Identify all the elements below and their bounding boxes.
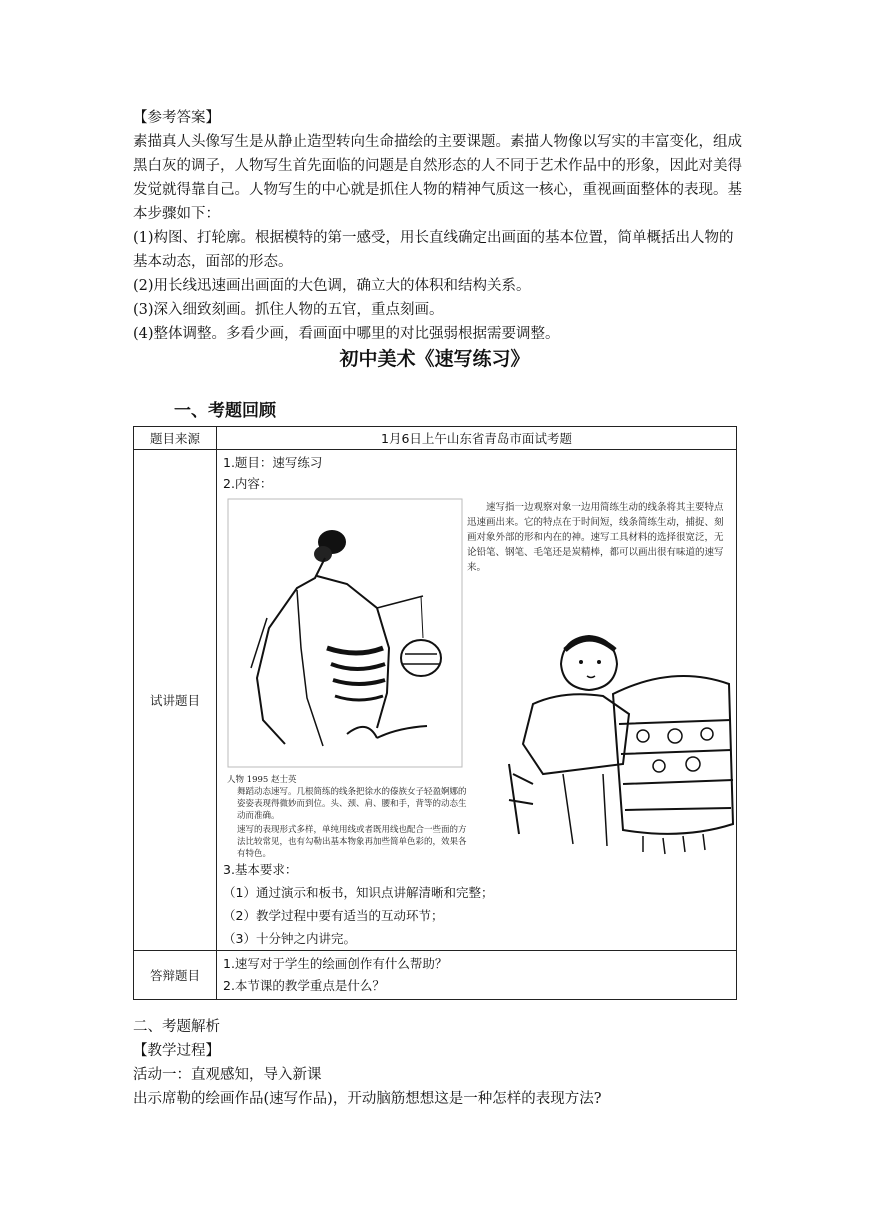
answer-step-1: (1)构图、打轮廓。根据模特的第一感受，用长直线确定出画面的基本位置，简单概括出人物的基本动态，面部的形态。 xyxy=(133,230,734,270)
requirement-1: （1）通过演示和板书，知识点讲解清晰和完整； xyxy=(223,885,494,900)
answer-step-4: (4)整体调整。多看少画，看画面中哪里的对比强弱根据需要调整。 xyxy=(133,326,560,342)
defense-question-1: 1.速写对于学生的绘画创作有什么帮助？ xyxy=(223,956,448,971)
source-label: 题目来源 xyxy=(134,427,217,450)
answer-block xyxy=(133,106,743,346)
sketch-figure xyxy=(217,494,736,858)
figure-caption-1: 舞蹈动态速写。几根简练的线条把徐水的傣族女子轻盈婀娜的姿姿表现得微妙而到位。头、颈、肩、腰和手，背等的动态生动而准确。 xyxy=(237,787,467,821)
defense-question-2: 2.本节课的教学重点是什么？ xyxy=(223,978,385,993)
process-heading: 【教学过程】 xyxy=(133,1043,220,1059)
answer-intro: 素描真人头像写生是从静止造型转向生命描绘的主要课题。素描人物像以写实的丰富变化，组成黑白灰的调子，人物写生首先面临的问题是自然形态的人不同于艺术作品中的形象，因此对美得发觉就得靠自己。人物写生的中心就是抓住人物的精神气质这一核心，重视画面整体的表现。基本步骤如下： xyxy=(133,134,742,222)
defense-label: 答辩题目 xyxy=(134,951,217,1000)
section-analysis-heading: 二、考题解析 xyxy=(133,1019,220,1035)
dancer-sketch-image xyxy=(227,498,463,768)
figure-caption-title: 人物 1995 赵士英 xyxy=(227,775,297,785)
figure-caption-2: 速写的表现形式多样，单纯用线或者既用线也配合一些面的方法比较常见，也有勾勒出基本物象再加些简单色彩的，效果各有特色。 xyxy=(237,825,467,859)
activity-1-text: 出示席勒的绘画作品(速写作品)，开动脑筋想想这是一种怎样的表现方法? xyxy=(133,1091,602,1107)
table-row-source xyxy=(134,427,737,450)
exam-table xyxy=(133,426,737,1000)
answer-heading: 【参考答案】 xyxy=(133,110,220,126)
activity-1-title: 活动一：直观感知，导入新课 xyxy=(133,1067,322,1083)
requirement-3: （3）十分钟之内讲完。 xyxy=(223,931,356,946)
trial-content xyxy=(217,450,737,951)
table-row-defense xyxy=(134,951,737,1000)
document-title: 初中美术《速写练习》 xyxy=(339,348,530,370)
answer-step-3: (3)深入细致刻画。抓住人物的五官，重点刻画。 xyxy=(133,302,444,318)
table-row-trial xyxy=(134,450,737,951)
analysis-block xyxy=(133,1015,753,1111)
trial-label: 试讲题目 xyxy=(134,450,217,951)
content-line: 2.内容： xyxy=(223,476,273,491)
child-sketch-image xyxy=(503,624,739,856)
requirements-heading: 3.基本要求： xyxy=(223,862,298,877)
source-value: 1月6日上午山东省青岛市面试考题 xyxy=(217,427,737,450)
section-review-heading: 一、考题回顾 xyxy=(174,401,276,421)
answer-step-2: (2)用长线迅速画出画面的大色调，确立大的体积和结构关系。 xyxy=(133,278,531,294)
figure-text-right: 速写指一边观察对象一边用简练生动的线条将其主要特点迅速画出来。它的特点在于时间短，线条简练生动，捕捉、刻画对象外部的形和内在的神。速写工具材料的选择很宽泛，无论铅笔、钢笔、毛笔还是炭精棒，都可以画出很有味道的速写来。 xyxy=(467,502,724,573)
defense-content xyxy=(217,951,737,1000)
topic-line: 1.题目：速写练习 xyxy=(223,455,323,470)
requirement-2: （2）教学过程中要有适当的互动环节； xyxy=(223,908,444,923)
